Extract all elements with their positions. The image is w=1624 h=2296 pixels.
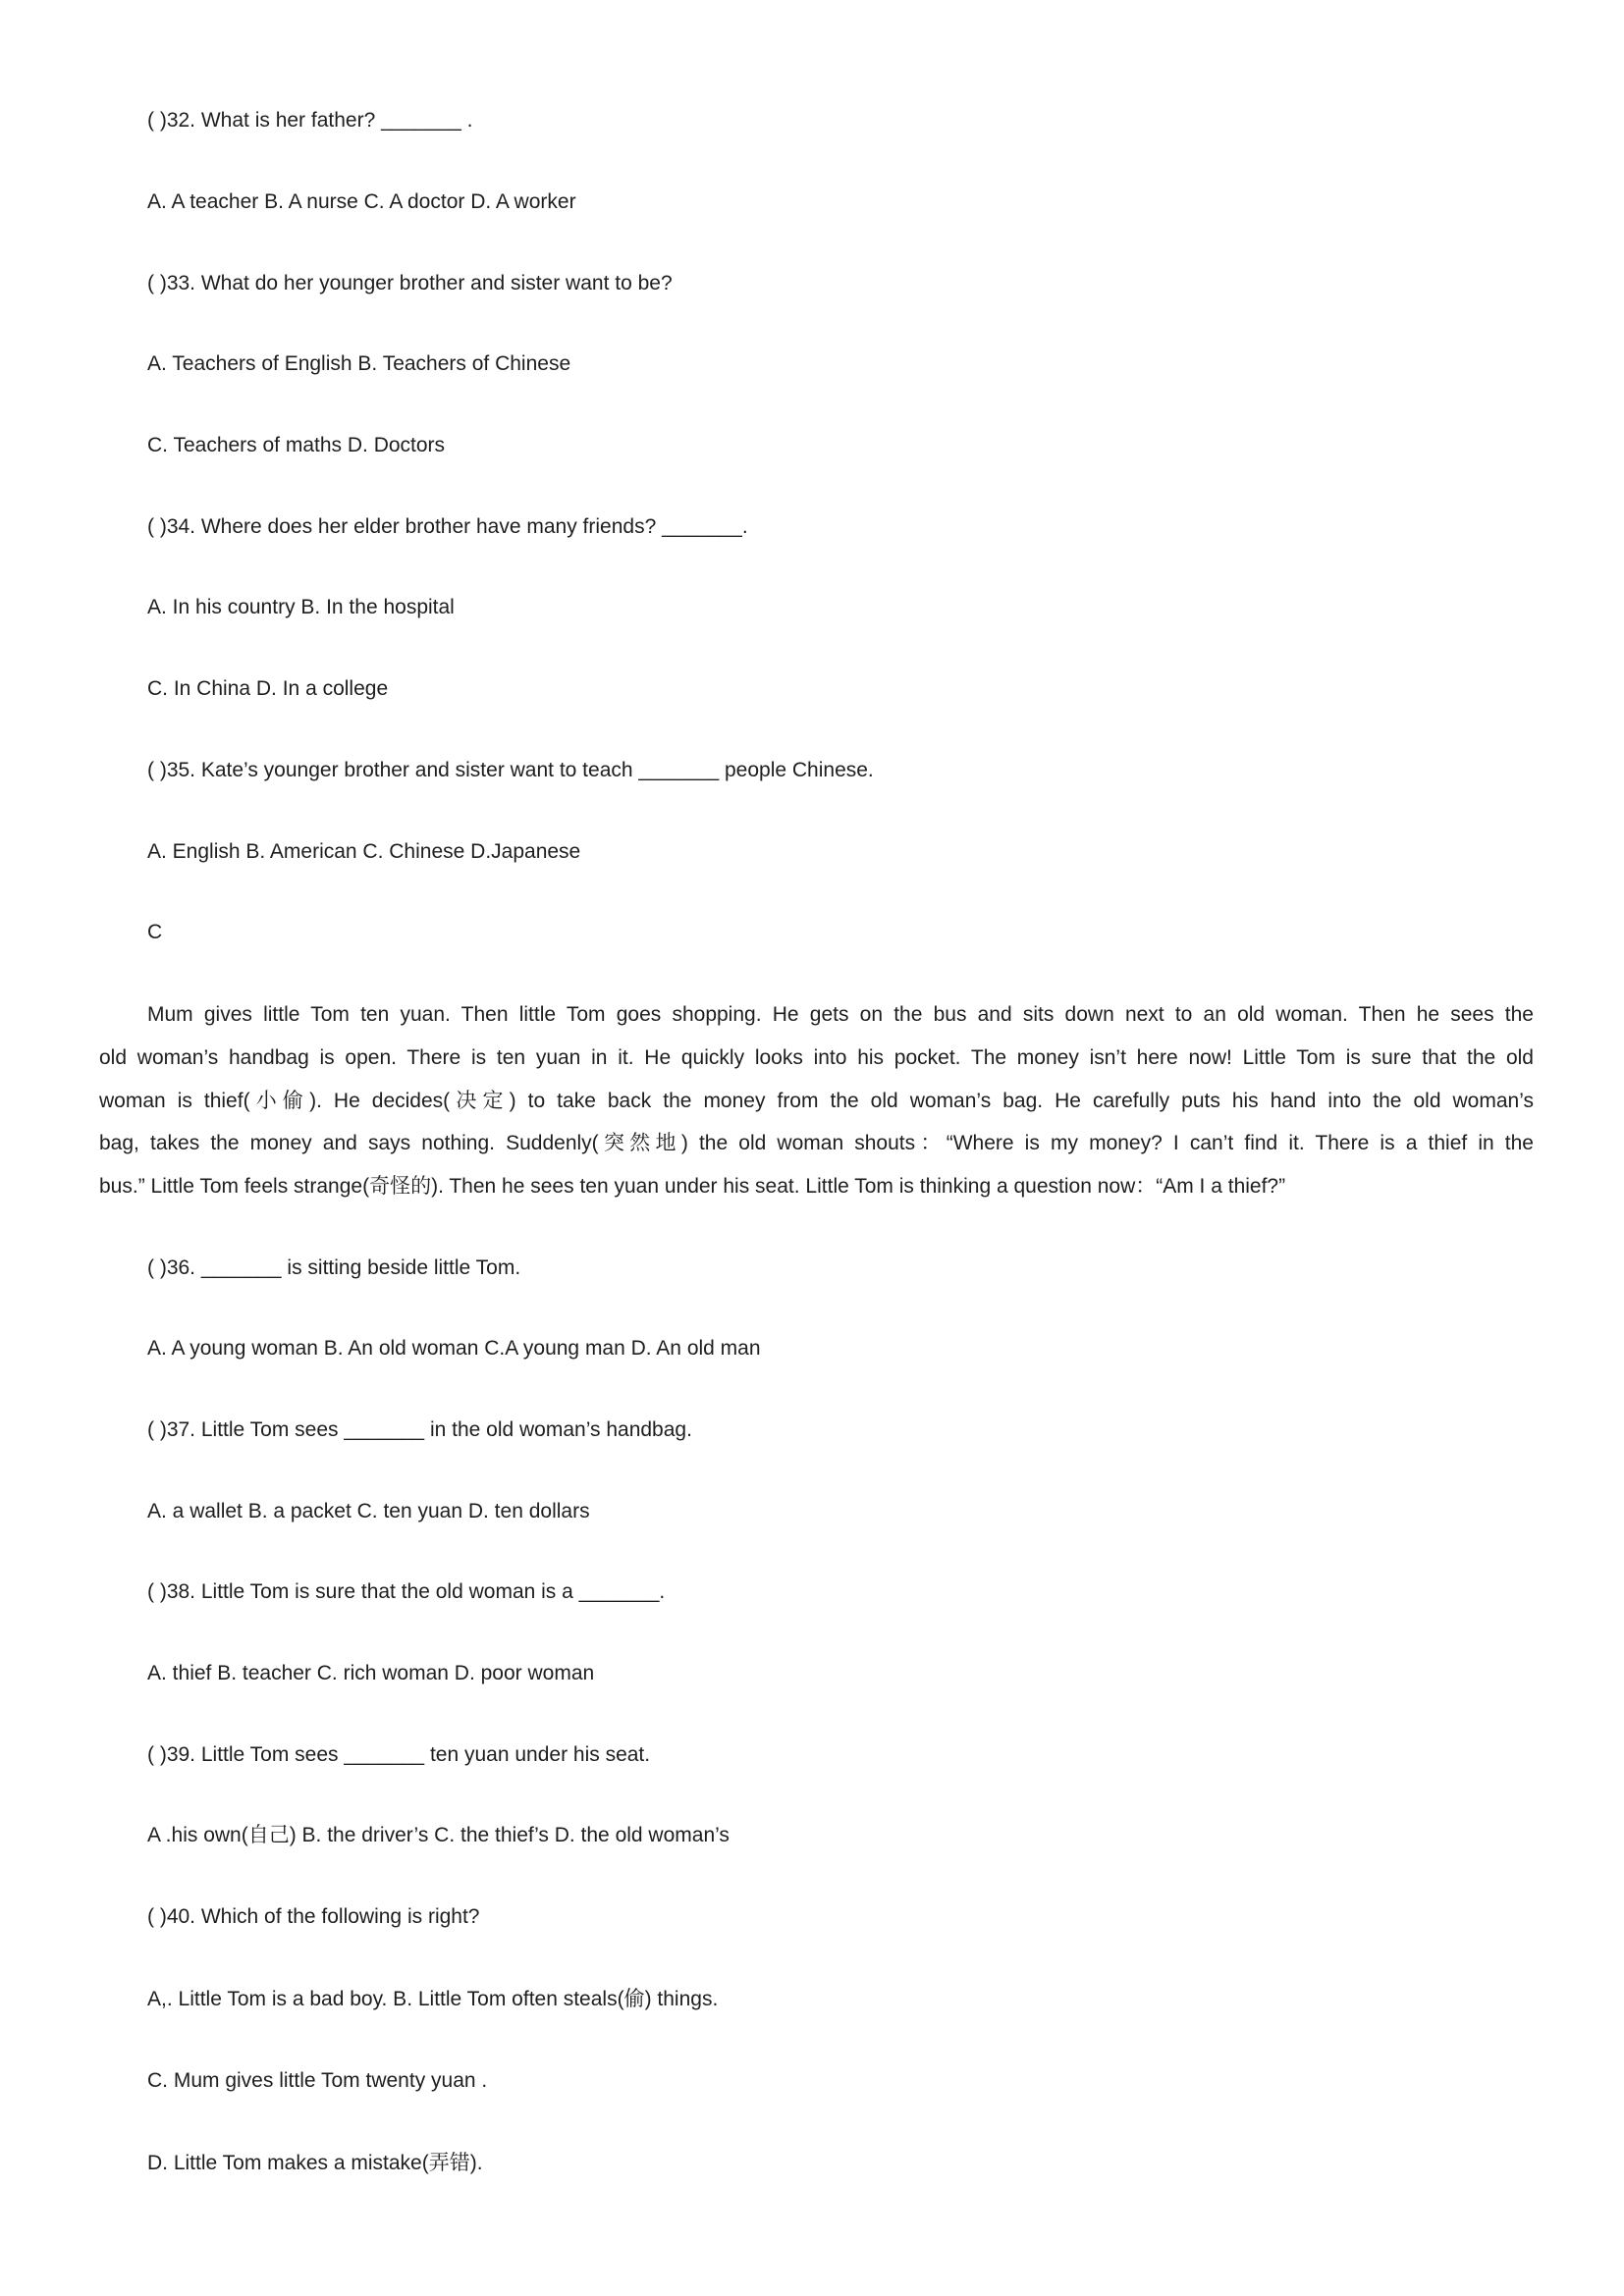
question-35-stem: ( )35. Kate’s younger brother and sister want to teach _______ people Chinese. [147,759,874,781]
question-37-options: A. a wallet B. a packet C. ten yuan D. ten dollars [147,1500,590,1522]
question-35-options: A. English B. American C. Chinese D.Japanese [147,840,581,863]
question-38-stem: ( )38. Little Tom is sure that the old woman is a _______. [147,1580,666,1603]
passage-line: woman is thief(小偷). He decides(决定) to take back the money from the old woman’s bag. He carefully puts his hand into the old woman’s [99,1090,1534,1112]
question-38-options: A. thief B. teacher C. rich woman D. poor woman [147,1662,595,1684]
question-40-options-line-1: A,. Little Tom is a bad boy. B. Little Tom often steals(偷) things. [147,1988,719,2010]
question-40-stem: ( )40. Which of the following is right? [147,1905,480,1928]
question-40-options-line-3: D. Little Tom makes a mistake(弄错). [147,2152,483,2174]
question-36-stem: ( )36. _______ is sitting beside little Tom. [147,1256,521,1279]
question-34-options-line-1: A. In his country B. In the hospital [147,596,455,618]
question-34-stem: ( )34. Where does her elder brother have many friends? _______. [147,515,748,538]
passage-line: Mum gives little Tom ten yuan. Then little Tom goes shopping. He gets on the bus and sits down next to an old woman. Then he sees the [147,1003,1534,1026]
question-39-options: A .his own(自己) B. the driver’s C. the thief’s D. the old woman’s [147,1824,730,1846]
passage-line: old woman’s handbag is open. There is ten yuan in it. He quickly looks into his pocket. The money isn’t here now! Little Tom is sure that the old [99,1046,1534,1069]
section-c-label: C [147,921,163,943]
question-32-options: A. A teacher B. A nurse C. A doctor D. A worker [147,190,576,213]
question-33-stem: ( )33. What do her younger brother and sister want to be? [147,272,673,294]
question-32-stem: ( )32. What is her father? _______ . [147,109,473,132]
passage-line: bus.” Little Tom feels strange(奇怪的). Then he sees ten yuan under his seat. Little Tom is thinking a question now：“Am I a thief?” [99,1175,1286,1198]
passage-line: bag, takes the money and says nothing. Suddenly(突然地) the old woman shouts：“Where is my money? I can’t find it. There is a thief in the [99,1132,1534,1154]
question-33-options-line-2: C. Teachers of maths D. Doctors [147,434,446,456]
question-34-options-line-2: C. In China D. In a college [147,677,389,700]
question-36-options: A. A young woman B. An old woman C.A young man D. An old man [147,1337,761,1360]
question-37-stem: ( )37. Little Tom sees _______ in the old woman’s handbag. [147,1418,692,1441]
question-40-options-line-2: C. Mum gives little Tom twenty yuan . [147,2069,488,2092]
question-33-options-line-1: A. Teachers of English B. Teachers of Chinese [147,352,571,375]
question-39-stem: ( )39. Little Tom sees _______ ten yuan under his seat. [147,1743,651,1766]
